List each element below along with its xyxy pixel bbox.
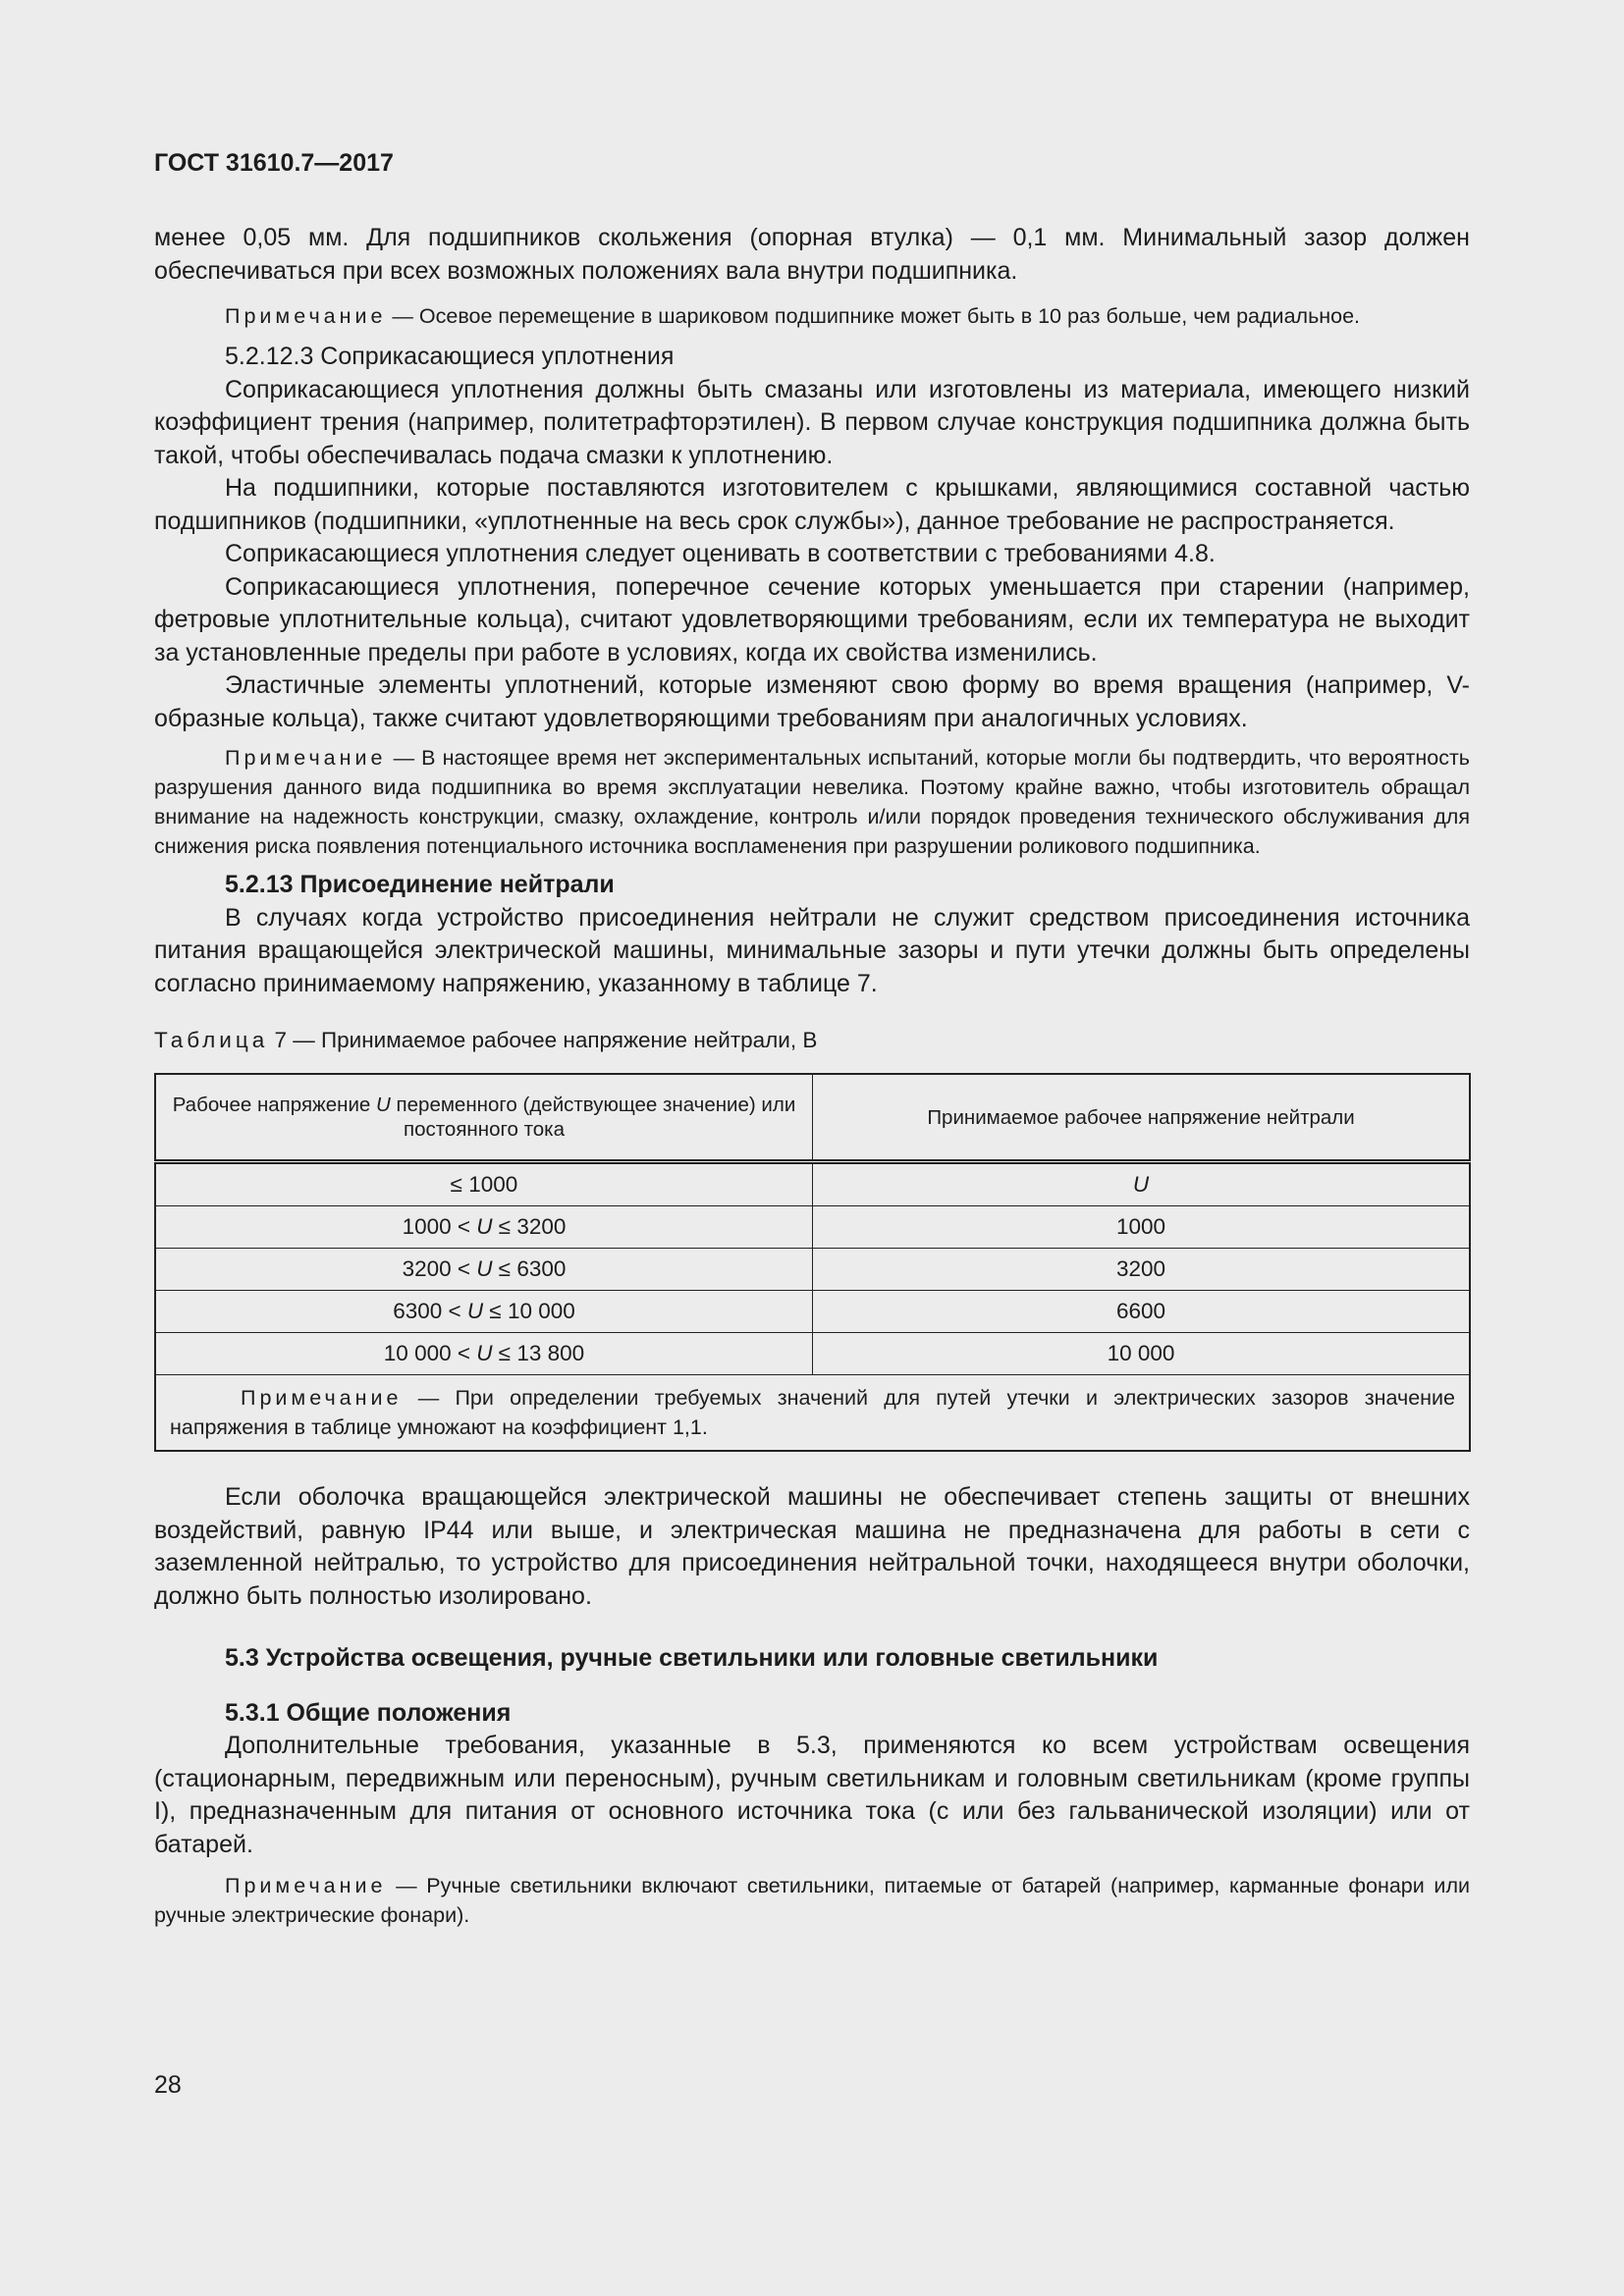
table-row bbox=[155, 1291, 1470, 1333]
table-note bbox=[155, 1375, 1470, 1452]
table-row bbox=[155, 1162, 1470, 1206]
table-cell: 1000 bbox=[813, 1206, 1471, 1249]
cell-text: 1000 < bbox=[402, 1214, 477, 1240]
table-caption-label: Таблица bbox=[154, 1028, 269, 1052]
note-text: — Осевое перемещение в шариковом подшипнике может быть в 10 раз больше, чем радиальное. bbox=[386, 304, 1361, 328]
note-label: Примечание bbox=[225, 1874, 387, 1897]
table-cell: 6600 bbox=[813, 1291, 1471, 1333]
cell-text: ≤ 13 800 bbox=[492, 1341, 585, 1366]
paragraph: На подшипники, которые поставляются изготовителем с крышками, являющимися составной частью подшипников (подшипники, «уплотненные на весь срок службы»), данное требование не распространяется. bbox=[154, 474, 1470, 535]
page-content bbox=[154, 222, 1470, 1930]
note-text: — При определении требуемых значений для путей утечки и электрических зазоров значение напряжения в таблице умножают на коэффициент 1,1. bbox=[170, 1386, 1455, 1439]
note-text: — В настоящее время нет экспериментальных испытаний, которые могли бы подтвердить, что вероятность разрушения данного вида подшипника во время эксплуатации невелика. Поэтому крайне важно, чтобы изготовитель обращал внимание на надежность конструкции, смазку, охлаждение, контроль и/или порядок проведения технического обслуживания для снижения риска появления потенциального источника воспламенения при разрушении роликового подшипника. bbox=[154, 746, 1470, 858]
paragraph: Соприкасающиеся уплотнения должны быть смазаны или изготовлены из материала, имеющего низкий коэффициент трения (например, политетрафторэтилен). В первом случае конструкция подшипника должна быть такой, чтобы обеспечивалась подача смазки к уплотнению. bbox=[154, 375, 1470, 469]
table-cell bbox=[155, 1333, 813, 1375]
cell-text: 10 000 < bbox=[383, 1341, 477, 1366]
header-text: переменного (действующее значение) или постоянного тока bbox=[390, 1094, 796, 1141]
note-label: Примечание bbox=[241, 1386, 403, 1410]
table-cell bbox=[155, 1249, 813, 1291]
cell-text: ≤ 6300 bbox=[492, 1256, 567, 1282]
table-cell: 3200 bbox=[813, 1249, 1471, 1291]
table-row bbox=[155, 1249, 1470, 1291]
cell-symbol: U bbox=[476, 1214, 493, 1240]
table-cell bbox=[155, 1291, 813, 1333]
header-text: Рабочее напряжение bbox=[172, 1094, 377, 1116]
paragraph: Соприкасающиеся уплотнения следует оценивать в соответствии с требованиями 4.8. bbox=[225, 540, 1216, 567]
table-7 bbox=[154, 1073, 1471, 1452]
table-row bbox=[155, 1333, 1470, 1375]
cell-text: ≤ 3200 bbox=[492, 1214, 567, 1240]
paragraph: Эластичные элементы уплотнений, которые изменяют свою форму во время вращения (например, V-образные кольца), также считают удовлетворяющими требованиям при аналогичных условиях. bbox=[154, 671, 1470, 732]
paragraph: В случаях когда устройство присоединения нейтрали не служит средством присоединения источника питания вращающейся электрической машины, минимальные зазоры и пути утечки должны быть определены согласно принимаемому напряжению, указанному в таблице 7. bbox=[154, 903, 1470, 997]
table-header-row bbox=[155, 1074, 1470, 1162]
cell-symbol: U bbox=[476, 1341, 493, 1366]
cell-text: 6300 < bbox=[393, 1299, 467, 1324]
note-label: Примечание bbox=[225, 746, 387, 770]
table-caption-text: 7 — Принимаемое рабочее напряжение нейтрали, В bbox=[268, 1028, 818, 1052]
cell-symbol: U bbox=[466, 1299, 484, 1324]
table-cell: 10 000 bbox=[813, 1333, 1471, 1375]
note-label: Примечание bbox=[225, 304, 387, 328]
table-note-row bbox=[155, 1375, 1470, 1452]
cell-text: ≤ 10 000 bbox=[483, 1299, 575, 1324]
table-caption bbox=[154, 1026, 1470, 1055]
subsection-heading: 5.2.13 Присоединение нейтрали bbox=[225, 871, 615, 898]
table-cell: ≤ 1000 bbox=[155, 1162, 813, 1206]
table-cell bbox=[155, 1206, 813, 1249]
table-header-cell bbox=[155, 1074, 813, 1162]
document-code: ГОСТ 31610.7—2017 bbox=[154, 149, 394, 177]
subsection-heading: 5.3.1 Общие положения bbox=[225, 1698, 512, 1727]
header-symbol: U bbox=[376, 1094, 391, 1116]
paragraph: менее 0,05 мм. Для подшипников скольжения (опорная втулка) — 0,1 мм. Минимальный зазор должен обеспечиваться при всех возможных положениях вала внутри подшипника. bbox=[154, 224, 1470, 285]
note-text: — Ручные светильники включают светильники, питаемые от батарей (например, карманные фонари или ручные электрические фонари). bbox=[154, 1874, 1470, 1927]
section-heading: 5.3 Устройства освещения, ручные светильники или головные светильники bbox=[225, 1644, 1159, 1672]
note bbox=[154, 743, 1470, 861]
subsection-heading: 5.2.12.3 Соприкасающиеся уплотнения bbox=[225, 343, 675, 370]
paragraph: Если оболочка вращающейся электрической машины не обеспечивает степень защиты от внешних воздействий, равную IP44 или выше, и электрическая машина не предназначена для работы в сети с заземленной нейтралью, то устройство для присоединения нейтральной точки, находящееся внутри оболочки, должно быть полностью изолировано. bbox=[154, 1483, 1470, 1610]
paragraph: Дополнительные требования, указанные в 5.3, применяются ко всем устройствам освещения (стационарным, передвижным или переносным), ручным светильникам и головным светильникам (кроме группы I), предназначенным для питания от основного источника тока (с или без гальванической изоляции) или от батарей. bbox=[154, 1732, 1470, 1858]
cell-symbol: U bbox=[1132, 1172, 1150, 1198]
paragraph: Соприкасающиеся уплотнения, поперечное сечение которых уменьшается при старении (например, фетровые уплотнительные кольца), считают удовлетворяющими требованиям, если их температура не выходит за установленные пределы при работе в условиях, когда их свойства изменились. bbox=[154, 572, 1470, 667]
note bbox=[154, 1871, 1470, 1930]
table-cell bbox=[813, 1162, 1471, 1206]
table-header-cell: Принимаемое рабочее напряжение нейтрали bbox=[813, 1074, 1471, 1162]
cell-text: 3200 < bbox=[402, 1256, 477, 1282]
note bbox=[154, 301, 1470, 331]
page-number: 28 bbox=[154, 2071, 182, 2099]
cell-symbol: U bbox=[476, 1256, 493, 1282]
table-row bbox=[155, 1206, 1470, 1249]
